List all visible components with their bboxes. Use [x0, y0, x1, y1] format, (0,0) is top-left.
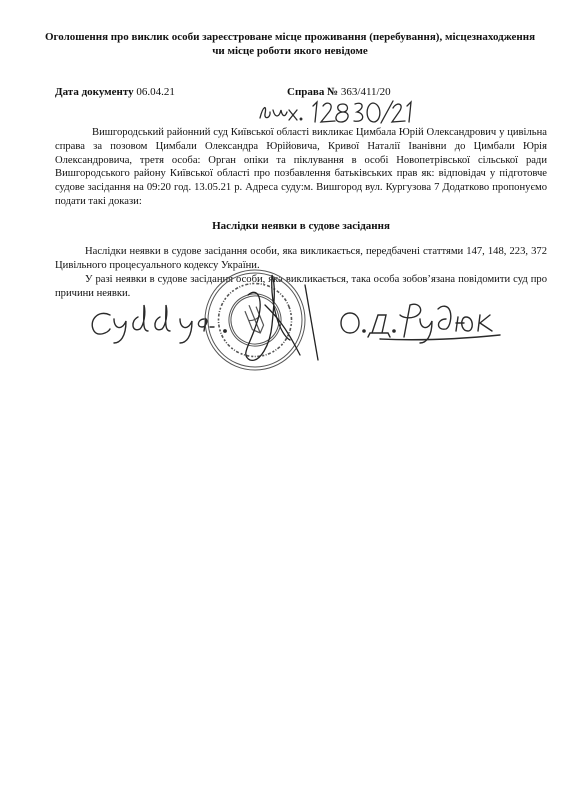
date-value: 06.04.21: [136, 86, 175, 98]
handwritten-outgoing-number: [255, 96, 415, 126]
main-paragraph: Вишгородський районний суд Київської області викликає Цимбала Юрій Олександрович у цивільна справа за позовом Цимбали Олександра Юрійовича, Кривої Наталії Іванівни до Цимбали Юрія Олександровича, третя особа: Орган опіки та піклування в особі Новопетрівської сільської ради Вишгородського району Київської області про позбавлення батьківських прав як: відповідач у підготовче судове засідання на 09:20 год. 13.05.21 р. Адреса суду:м. Вишгород вул. Кургузова 7 Додатково пропонуємо подати такі докази:: [55, 127, 547, 207]
signature-area: [80, 265, 540, 400]
date-label: Дата документу: [55, 86, 134, 98]
document-date: [55, 86, 175, 98]
section-heading: Наслідки неявки в судове засідання: [212, 220, 390, 232]
case-label: Справа №: [287, 86, 339, 98]
case-value: 363/411/20: [340, 86, 391, 98]
judge-signature-scribble: [246, 275, 318, 360]
court-stamp: [190, 265, 320, 385]
judge-name-handwritten: [341, 304, 500, 343]
obligation-paragraph: У разі неявки в судове засідання особи, яка викликається, така особа зобов’язана повідомити суд про причини неявки.: [55, 274, 547, 299]
document-title: Оголошення про виклик особи зареєстроване місце проживання (перебування), місцезнаходження чи місце роботи якого невідоме: [44, 31, 536, 57]
consequences-paragraph: Наслідки неявки в судове засідання особи, яка викликається, передбачені статтями 147, 148, 223, 372 Цивільного процесуального кодексу України.: [55, 246, 547, 271]
